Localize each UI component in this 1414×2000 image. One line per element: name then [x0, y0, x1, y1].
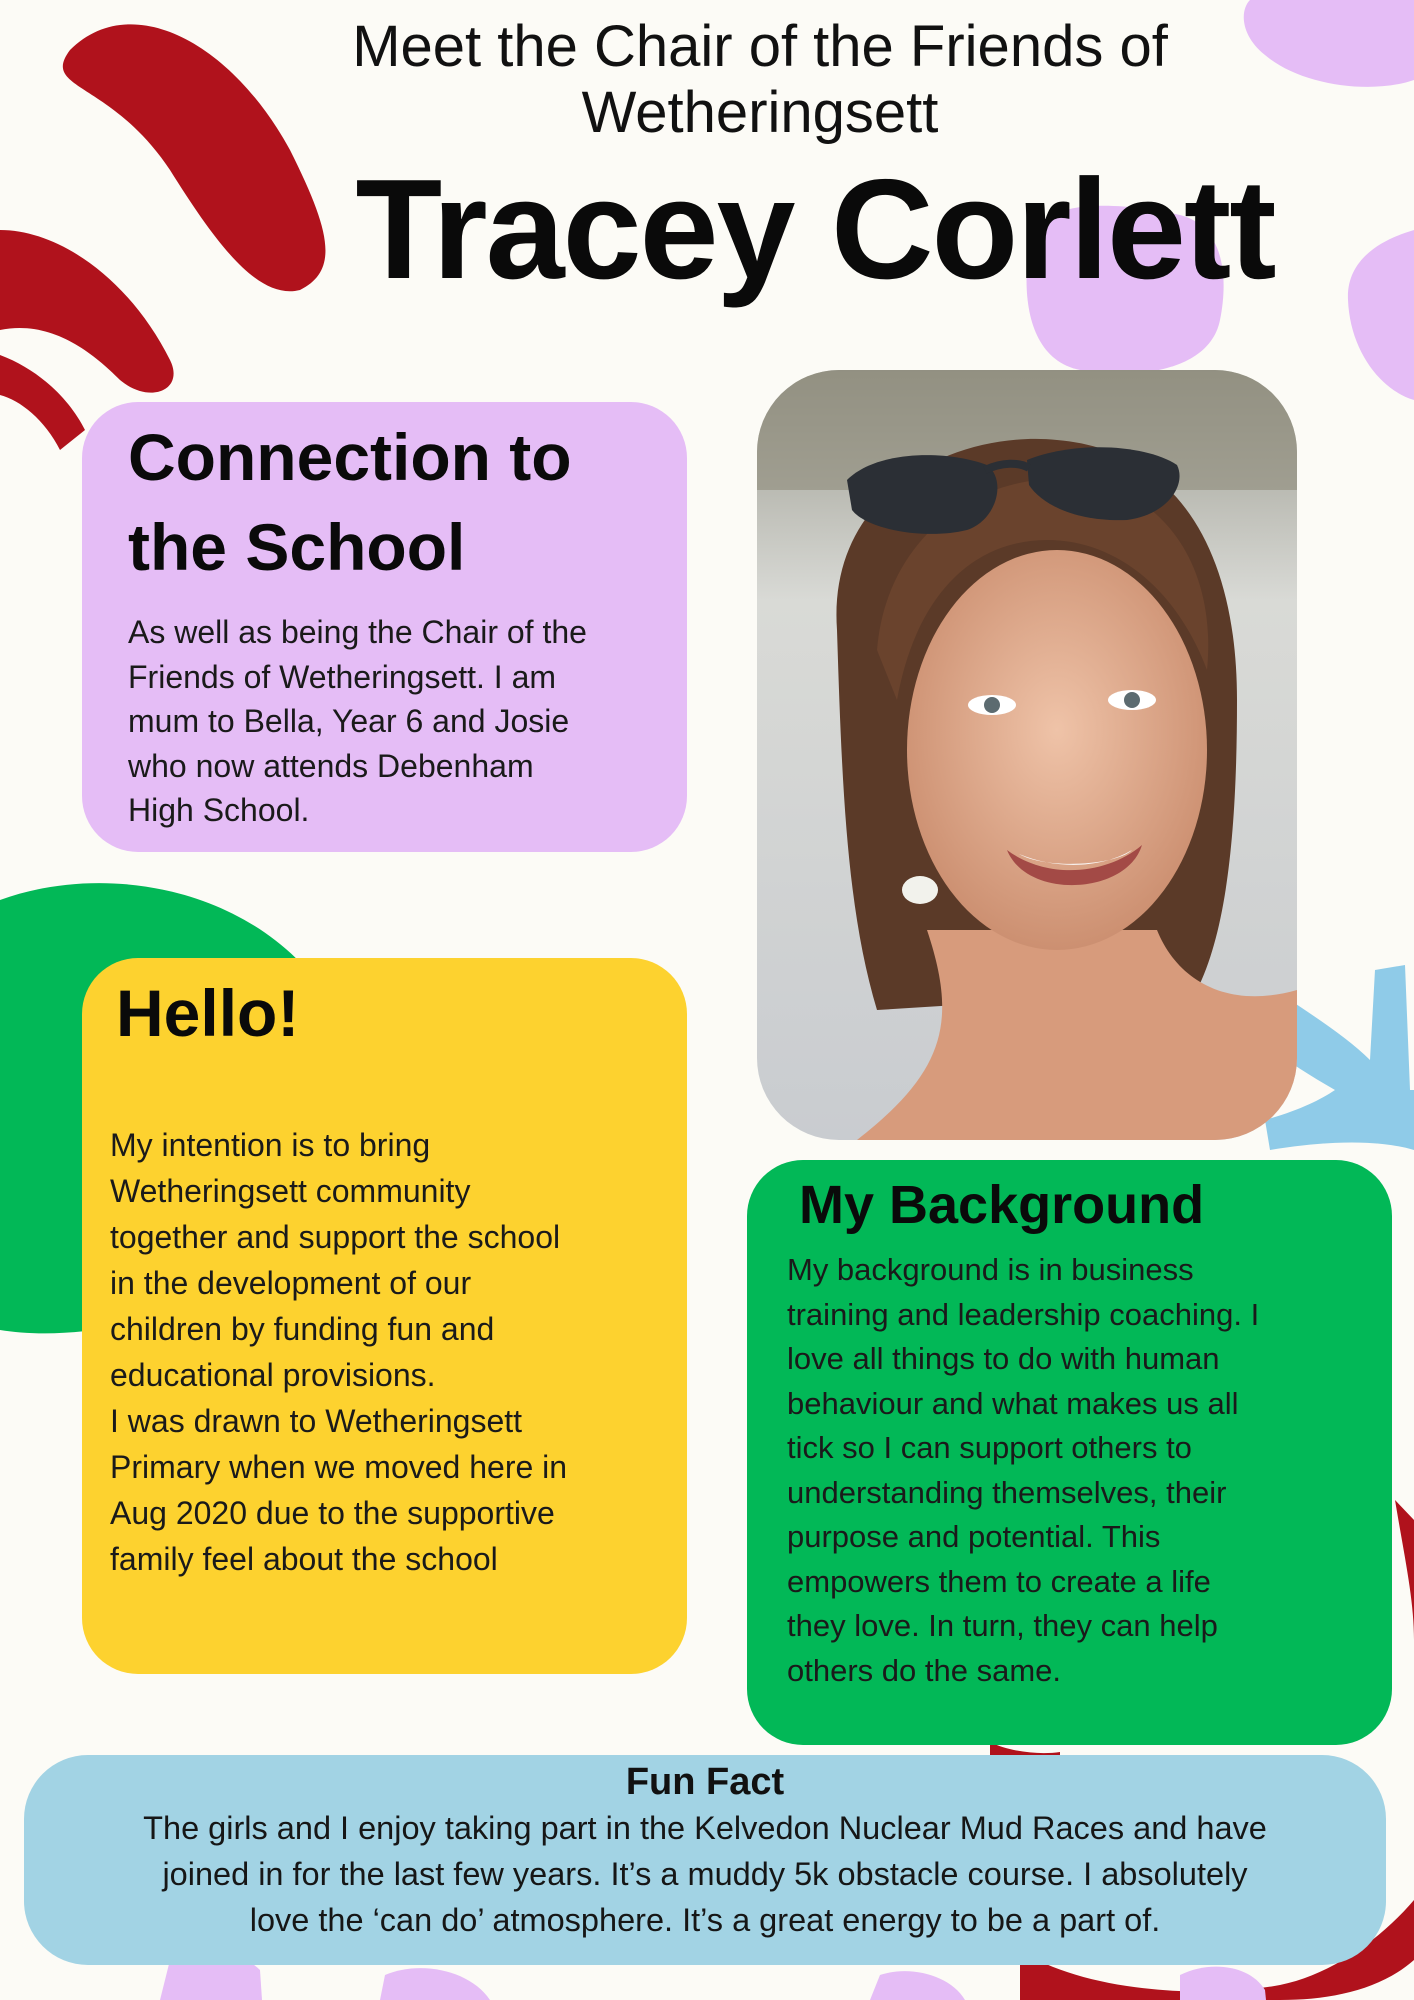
header-name: Tracey Corlett [355, 150, 1275, 309]
background-text-line: they love. In turn, they can help [787, 1608, 1218, 1643]
connection-text-line: Friends of Wetheringsett. I am [128, 658, 557, 695]
hello-text-line: I was drawn to Wetheringsett [110, 1403, 523, 1439]
hello-text-line: Primary when we moved here in [110, 1449, 568, 1485]
hello-card [82, 958, 687, 1674]
connection-text [128, 610, 659, 833]
connection-title [128, 402, 659, 592]
connection-card [82, 402, 687, 852]
background-title: My Background [799, 1175, 1205, 1235]
background-text-line: empowers them to create a life [787, 1563, 1211, 1599]
hello-text-line: family feel about the school [110, 1541, 498, 1577]
fun-fact-text [24, 1805, 1386, 1943]
hello-text-line: educational provisions. [110, 1357, 436, 1393]
red-ribbon-right [1395, 1500, 1414, 1640]
hello-text-line: children by funding fun and [110, 1311, 495, 1347]
red-ribbon-left-2 [0, 355, 85, 450]
header-subtitle-line-2: Wetheringsett [581, 80, 939, 145]
portrait-photo-icon [757, 370, 1297, 1140]
connection-title-line-2: the School [128, 510, 466, 584]
hello-text [110, 1122, 663, 1582]
background-text-line: training and leadership coaching. I [787, 1296, 1260, 1332]
fun-fact-text-line: love the ‘can do’ atmosphere. It’s a great energy to be a part of. [249, 1902, 1161, 1938]
hello-text-line: Wetheringsett community [110, 1173, 471, 1209]
header-subtitle-line-1: Meet the Chair of the Friends of [352, 14, 1168, 79]
lilac-blob-bottom-right [870, 1971, 965, 2000]
fun-fact-title: Fun Fact [625, 1761, 785, 1803]
connection-title-line-1: Connection to [128, 420, 572, 494]
hello-text-line: Aug 2020 due to the supportive [110, 1495, 555, 1531]
background-text [787, 1248, 1372, 1693]
background-text-line: others do the same. [787, 1652, 1061, 1688]
lilac-blob-bottom-far-right [1180, 1967, 1266, 2000]
background-text-line: My background is in business [787, 1252, 1194, 1287]
fun-fact-text-line: The girls and I enjoy taking part in the Kelvedon Nuclear Mud Races and have [143, 1810, 1267, 1846]
fun-fact-text-line: joined in for the last few years. It’s a muddy 5k obstacle course. I absolutely [162, 1856, 1248, 1892]
lilac-blob-right-edge [1348, 230, 1414, 400]
background-text-line: behaviour and what makes us all [787, 1385, 1239, 1421]
lilac-blob-bottom-mid [380, 1968, 490, 2000]
background-text-line: purpose and potential. This [787, 1519, 1161, 1554]
connection-text-line: who now attends Debenham [128, 747, 534, 784]
portrait-photo [757, 370, 1297, 1140]
hello-text-line: in the development of our [110, 1265, 472, 1301]
hello-title: Hello! [116, 976, 300, 1050]
hello-text-line: My intention is to bring [110, 1127, 431, 1163]
background-text-line: love all things to do with human [787, 1341, 1220, 1376]
connection-text-line: High School. [128, 792, 310, 828]
hello-text-line: together and support the school [110, 1219, 561, 1255]
connection-text-line: As well as being the Chair of the [128, 614, 587, 650]
connection-text-line: mum to Bella, Year 6 and Josie [128, 703, 570, 739]
background-text-line: understanding themselves, their [787, 1474, 1227, 1510]
background-card [747, 1160, 1392, 1745]
background-text-line: tick so I can support others to [787, 1430, 1192, 1465]
fun-fact-card [24, 1755, 1386, 1965]
header-subtitle [230, 14, 1290, 146]
